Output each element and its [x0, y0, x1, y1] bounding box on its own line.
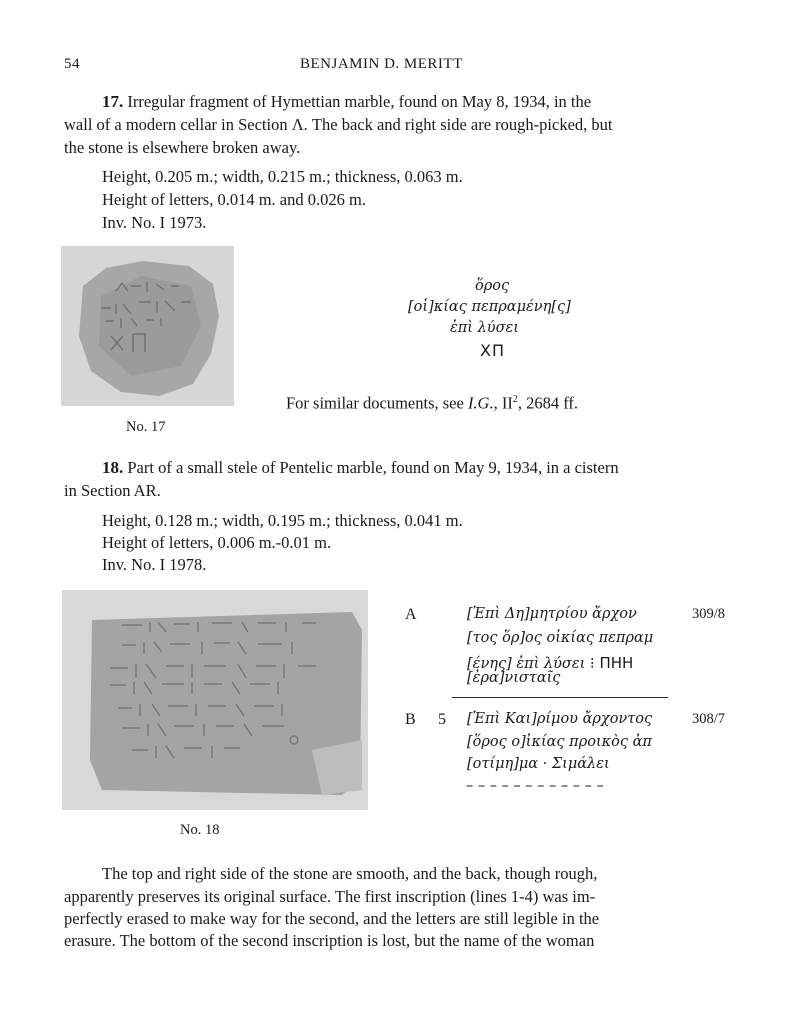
inscription-b-line2: [ὅρος ο]ἰκίας προικὸς ἀπ [467, 734, 652, 750]
entry17-dimensions: Height, 0.205 m.; width, 0.215 m.; thickness, 0.063 m. [102, 167, 463, 186]
entry17-similar-documents: For similar documents, see I.G., $II^2$, 2684 ff. [286, 393, 579, 413]
entry17-letter-height: Height of letters, 0.014 m. and 0.026 m. [102, 190, 366, 209]
entry17-photo-caption: No. 17 [126, 419, 166, 435]
entry17-number: 17. [102, 92, 124, 111]
entry18-letter-height: Height of letters, 0.006 m.-0.01 m. [102, 533, 332, 552]
entry17-photo [61, 246, 234, 406]
closing-line2: apparently preserves its original surface. The first inscription (lines 1-4) was im- [64, 887, 596, 906]
entry17-text-line4: ΧΠ [480, 341, 505, 360]
closing-line3: perfectly erased to make way for the second, and the letters are still legible in the [64, 909, 600, 928]
inscription-b-date: 308/7 [692, 711, 726, 727]
running-head: BENJAMIN D. MERITT [300, 56, 463, 72]
entry18-dimensions: Height, 0.128 m.; width, 0.195 m.; thickness, 0.041 m. [102, 511, 463, 530]
entry18-stone-image [62, 590, 368, 810]
closing-line1: The top and right side of the stone are smooth, and the back, though rough, [102, 864, 598, 883]
entry18-photo-caption: No. 18 [180, 822, 220, 838]
entry17-text-line3: ἐπὶ λύσει [450, 320, 519, 336]
inscription-separator [452, 697, 668, 698]
inscription-b-line-number: 5 [438, 711, 446, 728]
inscription-b-label: B [405, 711, 416, 728]
entry17-description-line2: wall of a modern cellar in Section Λ. The back and right side are rough-picked, but [64, 115, 613, 134]
entry17-text-line2: [οἰ]κίας πεπραμένη[ς] [408, 299, 571, 315]
entry17-stone-image [61, 246, 234, 406]
entry18-inventory: Inv. No. I 1978. [102, 555, 207, 574]
entry18-description-line1: 18. Part of a small stele of Pentelic marble, found on May 9, 1934, in a cistern [102, 458, 619, 477]
inscription-a-line2: [τος ὅρ]ος οἰκίας πεπραμ [467, 630, 654, 646]
inscription-b-lacuna-dashes: – – – – – – – – – – – – [466, 778, 604, 794]
entry17-description-line1: 17. Irregular fragment of Hymettian marble, found on May 8, 1934, in the [102, 92, 592, 111]
entry17-inventory: Inv. No. I 1973. [102, 213, 207, 232]
inscription-a-line3: [ένης] ἐπὶ λύσει ⁝ ΠΗΗ [467, 654, 634, 672]
inscription-a-label: A [405, 606, 417, 623]
entry18-number: 18. [102, 458, 124, 477]
entry17-text-line1: ὅρος [475, 278, 510, 294]
entry18-photo [62, 590, 368, 810]
inscription-a-date: 309/8 [692, 606, 726, 622]
inscription-a-line4: [ἐρα]νισταῖς [467, 670, 561, 686]
closing-line4: erasure. The bottom of the second inscription is lost, but the name of the woman [64, 931, 595, 950]
entry17-description-line3: the stone is elsewhere broken away. [64, 138, 301, 157]
inscription-a-line1: [Ἐπὶ Δη]μητρίου ἄρχον [467, 606, 637, 622]
inscription-b-line1: [Ἐπὶ Και]ρίμου ἄρχοντος [467, 711, 653, 727]
page-number: 54 [64, 56, 80, 72]
inscription-b-line3: [οτίμη]μα · Σιμάλει [467, 756, 610, 772]
entry18-description-line2: in Section AR. [64, 481, 161, 500]
